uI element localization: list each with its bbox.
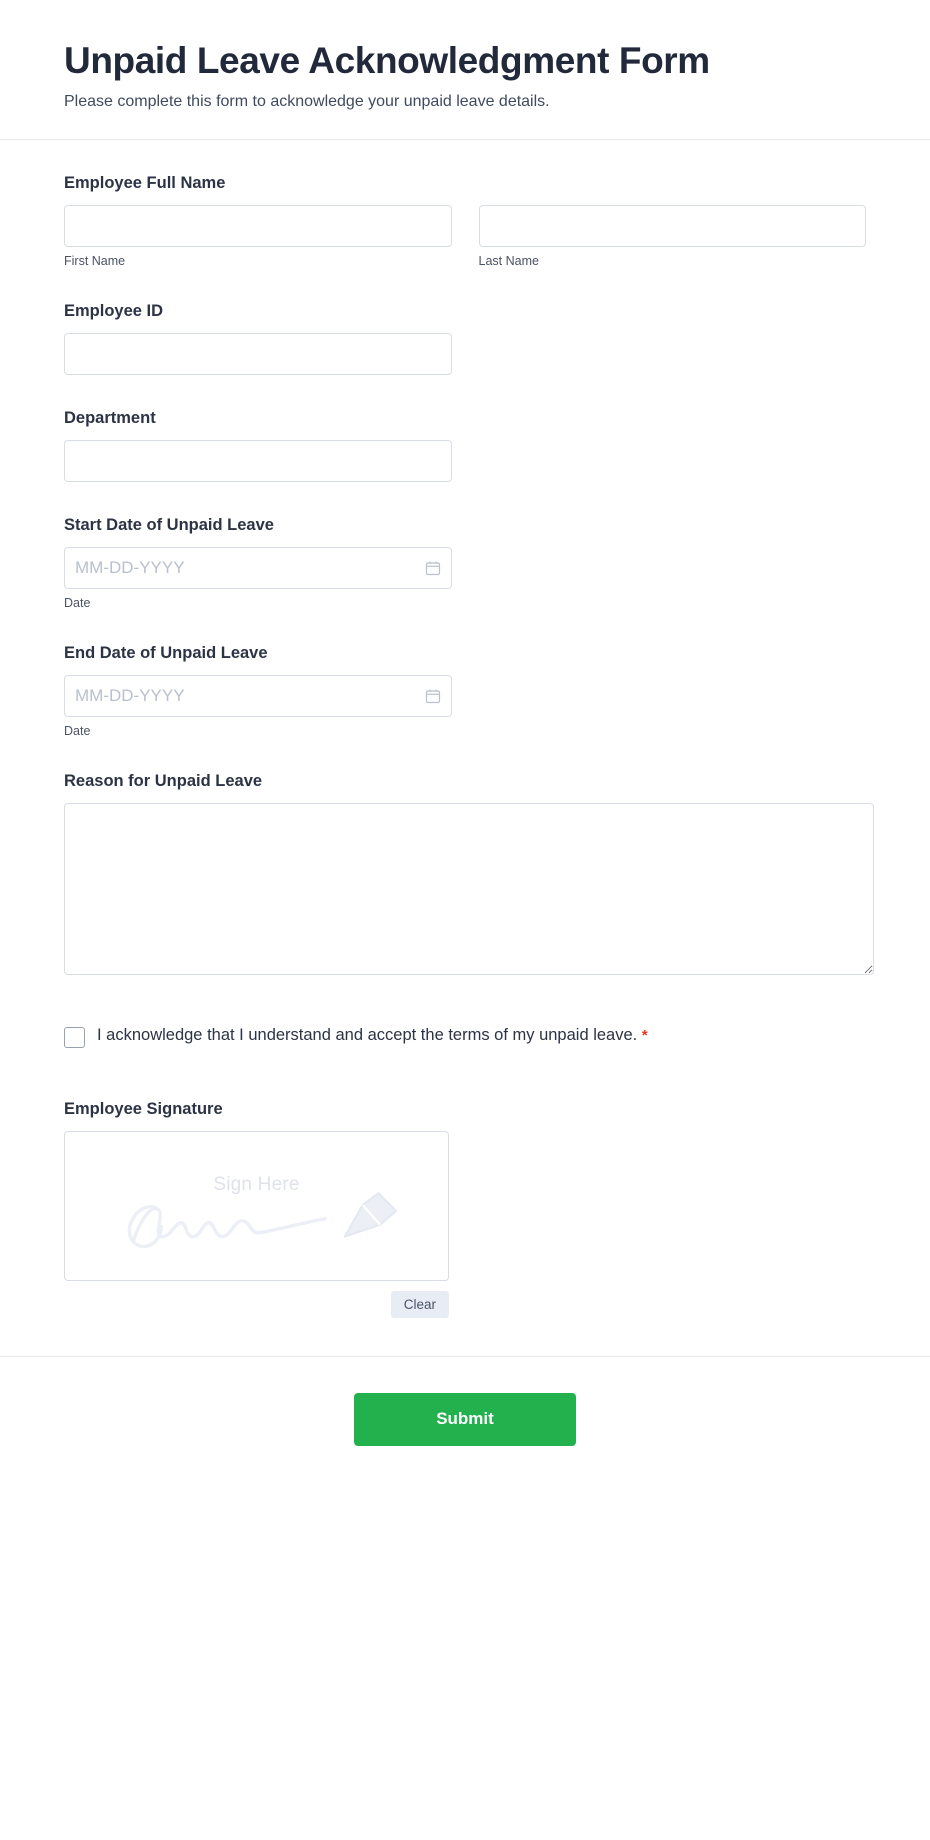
submit-button[interactable]: Submit [354, 1393, 576, 1446]
signature-hint: Sign Here [213, 1173, 300, 1195]
acknowledgment-text: I acknowledge that I understand and accept the terms of my unpaid leave. [97, 1025, 638, 1044]
department-input[interactable] [64, 440, 452, 482]
label-employee-id: Employee ID [64, 301, 164, 320]
field-signature [64, 1100, 866, 1318]
form-header [0, 0, 930, 140]
label-signature: Employee Signature [64, 1099, 223, 1118]
acknowledgment-checkbox[interactable] [64, 1027, 85, 1048]
end-date-input[interactable] [64, 675, 452, 717]
clear-signature-button[interactable]: Clear [391, 1291, 449, 1318]
start-date-wrap [64, 547, 452, 589]
signature-pad[interactable] [64, 1131, 449, 1281]
label-department: Department [64, 408, 156, 427]
acknowledgment-label [97, 1024, 648, 1048]
last-name-input[interactable] [479, 205, 867, 247]
label-employee-full-name: Employee Full Name [64, 173, 226, 192]
first-name-col [64, 205, 452, 268]
end-date-sublabel: Date [64, 723, 91, 738]
field-employee-full-name [64, 174, 866, 268]
name-row [64, 205, 866, 268]
start-date-input[interactable] [64, 547, 452, 589]
field-end-date [64, 644, 866, 738]
department-wrap [64, 440, 452, 482]
required-marker: * [641, 1026, 648, 1044]
field-start-date [64, 516, 866, 610]
start-date-sublabel: Date [64, 595, 91, 610]
form-footer [0, 1356, 930, 1494]
signature-placeholder-art [65, 1132, 448, 1280]
last-name-sublabel: Last Name [478, 253, 539, 268]
clear-row [64, 1291, 449, 1318]
field-acknowledgment [64, 1024, 866, 1048]
first-name-sublabel: First Name [64, 253, 126, 268]
form-body [0, 140, 930, 1318]
label-reason: Reason for Unpaid Leave [64, 771, 263, 790]
field-reason [64, 772, 866, 980]
employee-id-wrap [64, 333, 452, 375]
field-department [64, 409, 866, 482]
page-subtitle: Please complete this form to acknowledge your unpaid leave details. [64, 92, 550, 110]
employee-id-input[interactable] [64, 333, 452, 375]
end-date-wrap [64, 675, 452, 717]
reason-textarea[interactable] [64, 803, 874, 975]
page-title: Unpaid Leave Acknowledgment Form [64, 40, 710, 81]
label-start-date: Start Date of Unpaid Leave [64, 515, 274, 534]
acknowledgment-row [64, 1024, 866, 1048]
field-employee-id [64, 302, 866, 375]
first-name-input[interactable] [64, 205, 452, 247]
label-end-date: End Date of Unpaid Leave [64, 643, 268, 662]
last-name-col [479, 205, 867, 268]
